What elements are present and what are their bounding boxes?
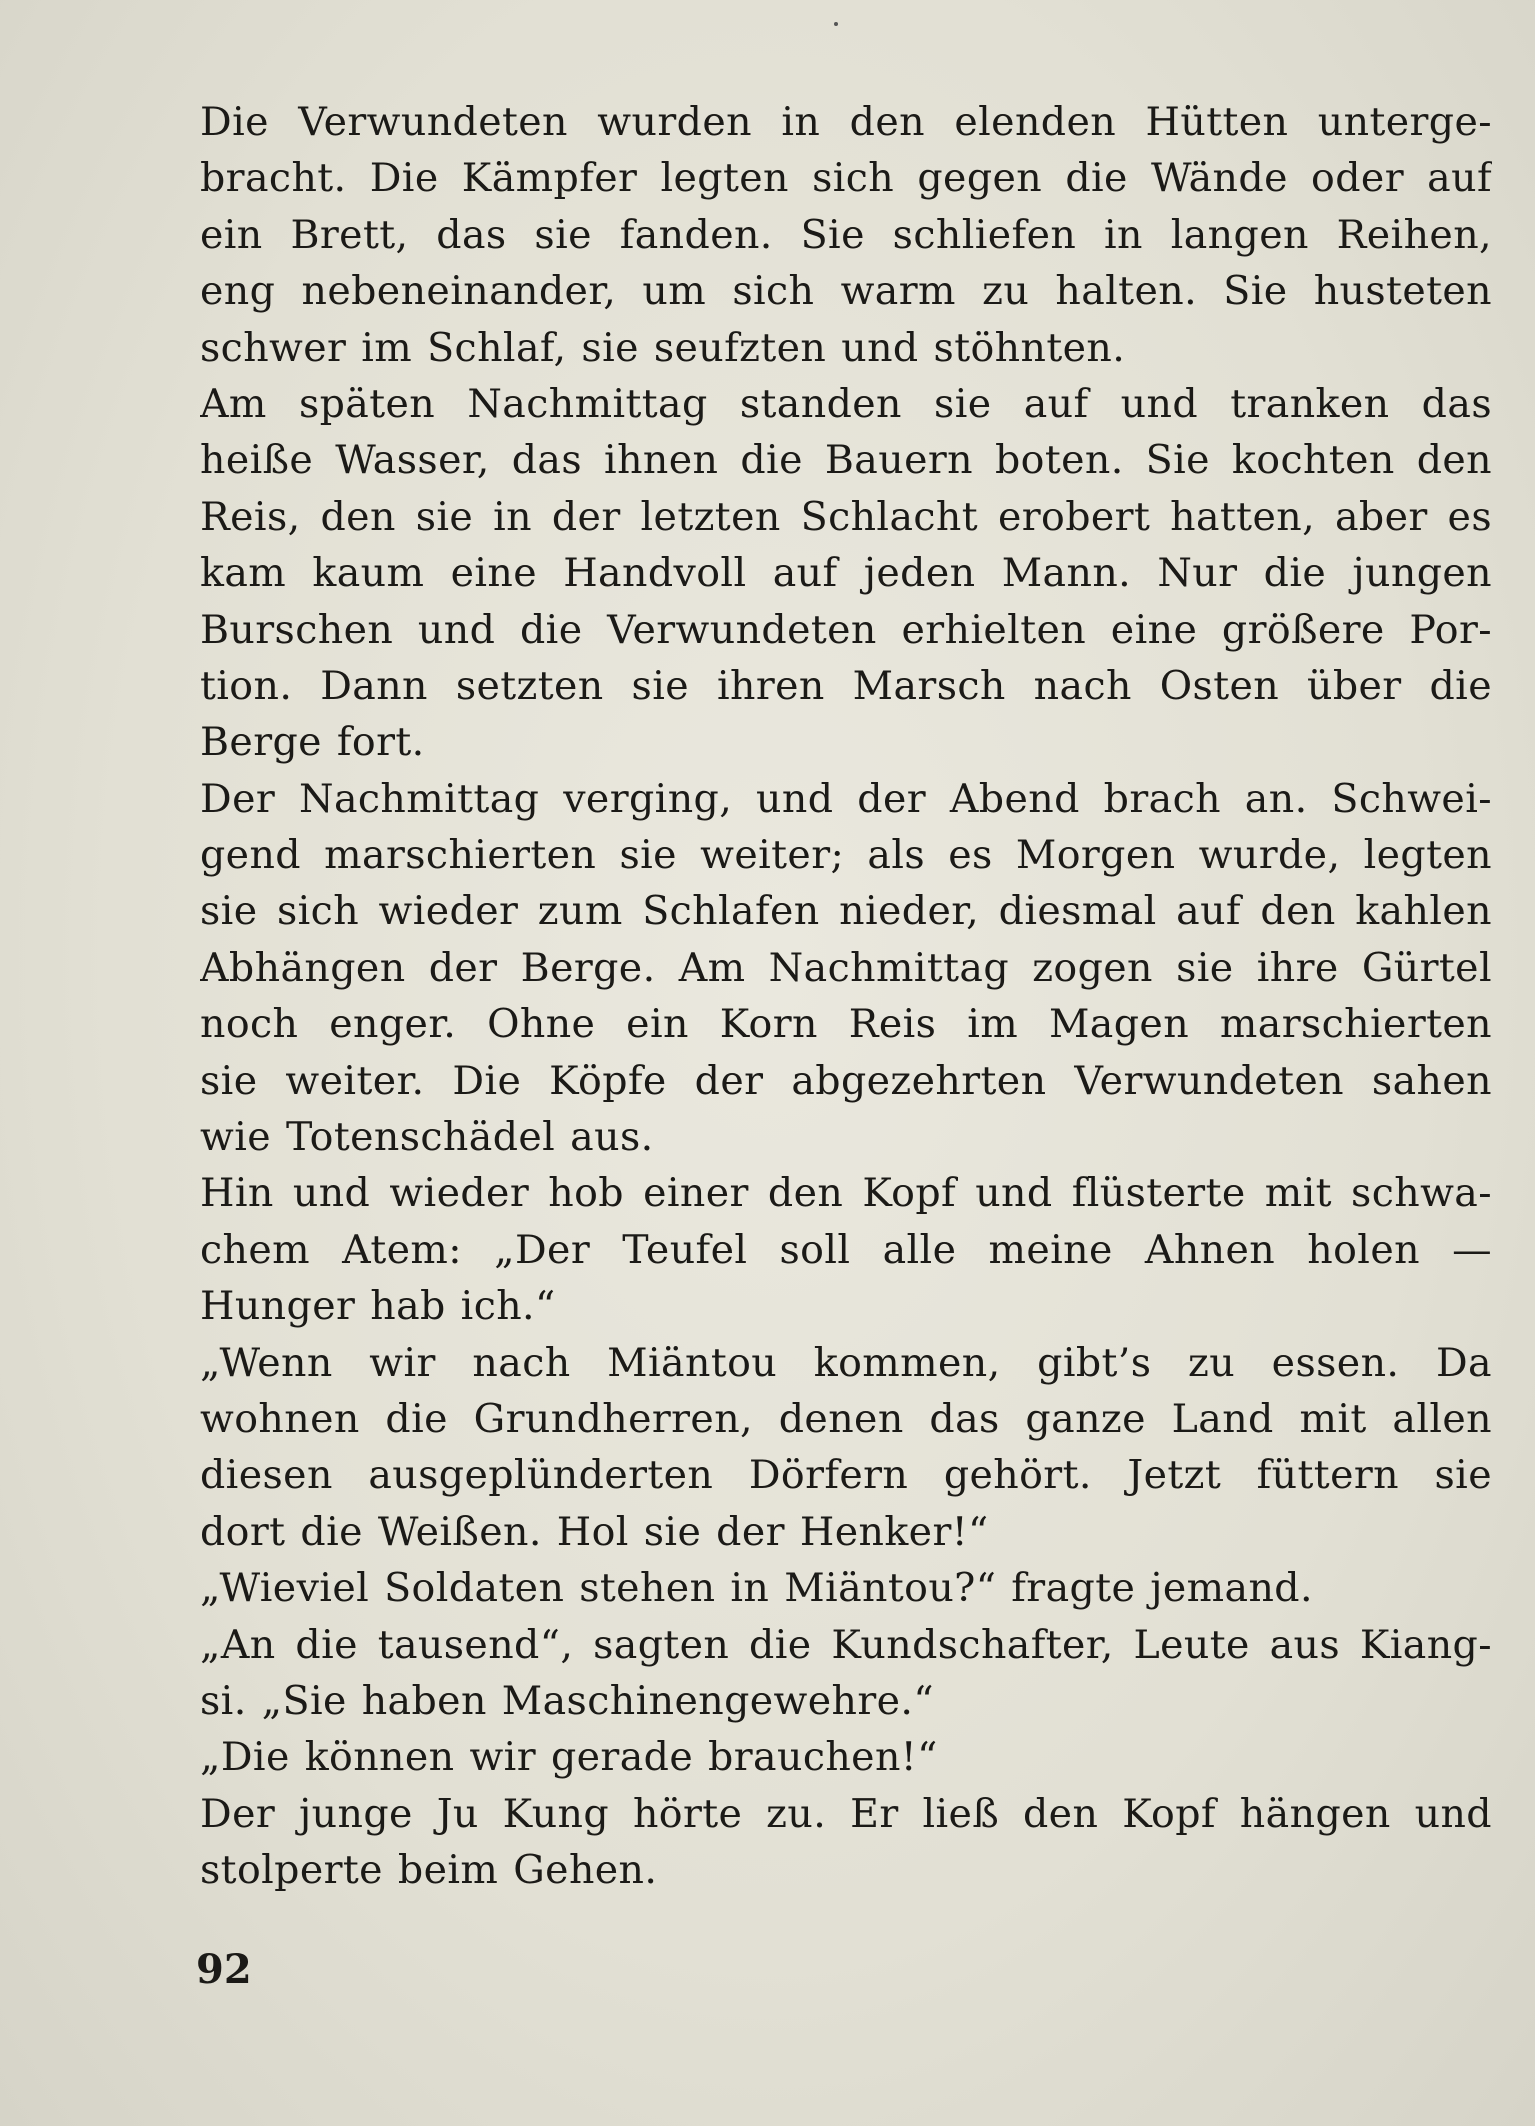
text-line: heiße Wasser, das ihnen die Bauern boten. Sie kochten den [200,437,1492,484]
text-line: gend marschierten sie weiter; als es Morgen wurde, legten [200,832,1492,879]
text-line: sie weiter. Die Köpfe der abgezehrten Verwundeten sahen [200,1057,1492,1104]
text-line: „Wieviel Soldaten stehen in Miäntou?“ fragte jemand. [200,1565,1313,1612]
text-line: dort die Weißen. Hol sie der Henker!“ [200,1508,989,1555]
text-line: wohnen die Grundherren, denen das ganze Land mit allen [200,1395,1492,1442]
text-line: Der Nachmittag verging, und der Abend brach an. Schwei- [200,775,1492,822]
text-line: „Die können wir gerade brauchen!“ [200,1734,938,1781]
text-line: sie sich wieder zum Schlafen nieder, diesmal auf den kahlen [200,888,1492,935]
text-line: Am späten Nachmittag standen sie auf und tranken das [200,380,1492,427]
text-line: stolperte beim Gehen. [200,1847,658,1894]
text-line: kam kaum eine Handvoll auf jeden Mann. Nur die jungen [200,550,1492,597]
text-line: wie Totenschädel aus. [200,1114,654,1161]
text-line: Hin und wieder hob einer den Kopf und flüsterte mit schwa- [200,1170,1492,1217]
text-line: diesen ausgeplünderten Dörfern gehört. Jetzt füttern sie [200,1452,1492,1499]
text-line: Hunger hab ich.“ [200,1283,556,1330]
text-line: „Wenn wir nach Miäntou kommen, gibt’s zu essen. Da [200,1339,1492,1386]
text-line: Die Verwundeten wurden in den elenden Hütten unterge- [200,99,1492,145]
text-line: Der junge Ju Kung hörte zu. Er ließ den Kopf hängen und [200,1790,1492,1837]
text-line: noch enger. Ohne ein Korn Reis im Magen marschierten [200,1001,1492,1048]
text-line: si. „Sie haben Maschinengewehre.“ [200,1677,934,1724]
text-line: ein Brett, das sie fanden. Sie schliefen in langen Reihen, [200,211,1492,258]
text-line: eng nebeneinander, um sich warm zu halten. Sie husteten [200,268,1492,315]
text-line: Reis, den sie in der letzten Schlacht erobert hatten, aber es [200,493,1492,540]
text-line: „An die tausend“, sagten die Kundschafter, Leute aus Kiang- [200,1621,1492,1668]
text-line: schwer im Schlaf, sie seufzten und stöhnten. [200,324,1126,371]
text-line: Berge fort. [200,719,425,766]
text-line: Abhängen der Berge. Am Nachmittag zogen sie ihre Gürtel [200,944,1492,991]
text-line: bracht. Die Kämpfer legten sich gegen die Wände oder auf [200,155,1492,202]
text-line: tion. Dann setzten sie ihren Marsch nach Osten über die [200,662,1492,709]
page-number: 92 [196,1946,252,1993]
body-text [200,94,1492,1899]
print-speck [834,22,838,26]
text-line: Burschen und die Verwundeten erhielten eine größere Por- [200,606,1492,653]
text-line: chem Atem: „Der Teufel soll alle meine Ahnen holen — [200,1226,1492,1273]
